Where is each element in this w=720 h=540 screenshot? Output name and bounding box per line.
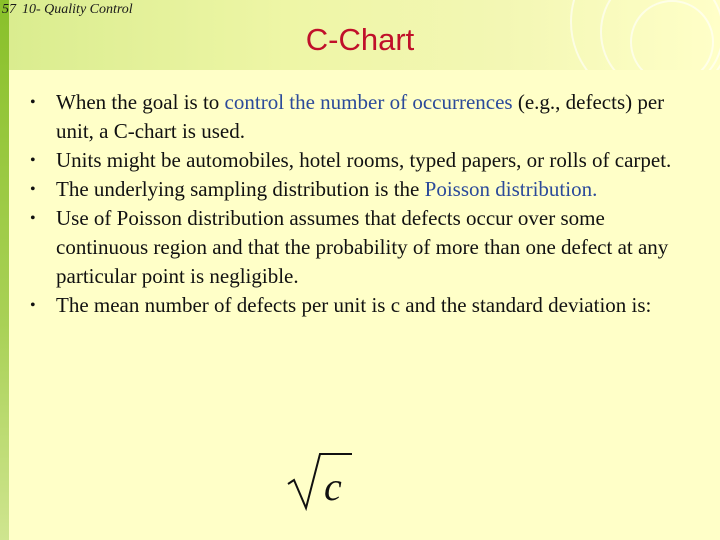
bullet-list (30, 88, 700, 320)
chapter-label: 10- Quality Control (22, 2, 133, 17)
bullet-item (30, 88, 700, 146)
slide-number: 57 (2, 2, 16, 17)
left-accent-strip (0, 0, 9, 540)
bullet-text: Use of Poisson distribution assumes that defects occur over some continuous region and that the probability of more than one defect at any particular point is negligible. (56, 206, 669, 288)
bullet-text: The underlying sampling distribution is the (56, 177, 425, 201)
bullet-item (30, 146, 700, 175)
bullet-dot-icon: • (30, 152, 36, 169)
bullet-dot-icon: • (30, 181, 36, 198)
bullet-text: The mean number of defects per unit is c and the standard deviation is: (56, 293, 652, 317)
bullet-highlight: control the number of occurrences (224, 90, 513, 114)
slide-title: C-Chart (305, 22, 415, 57)
bullet-dot-icon: • (30, 297, 36, 314)
formula-variable: c (324, 464, 342, 509)
bullet-text-tail: (e.g., defects) per unit, a C-chart is used. (56, 90, 665, 143)
bullet-text: Units might be automobiles, hotel rooms, typed papers, or rolls of carpet. (56, 148, 672, 172)
bullet-dot-icon: • (30, 210, 36, 227)
bullet-item (30, 204, 700, 291)
sqrt-c-formula (286, 448, 356, 512)
bullet-item (30, 175, 700, 204)
bullet-text: When the goal is to (56, 90, 225, 114)
bullet-dot-icon: • (30, 94, 36, 111)
sqrt-sign-icon (288, 454, 352, 508)
bullet-highlight: Poisson distribution. (424, 177, 598, 201)
running-header (2, 2, 133, 18)
bullet-item (30, 291, 700, 320)
